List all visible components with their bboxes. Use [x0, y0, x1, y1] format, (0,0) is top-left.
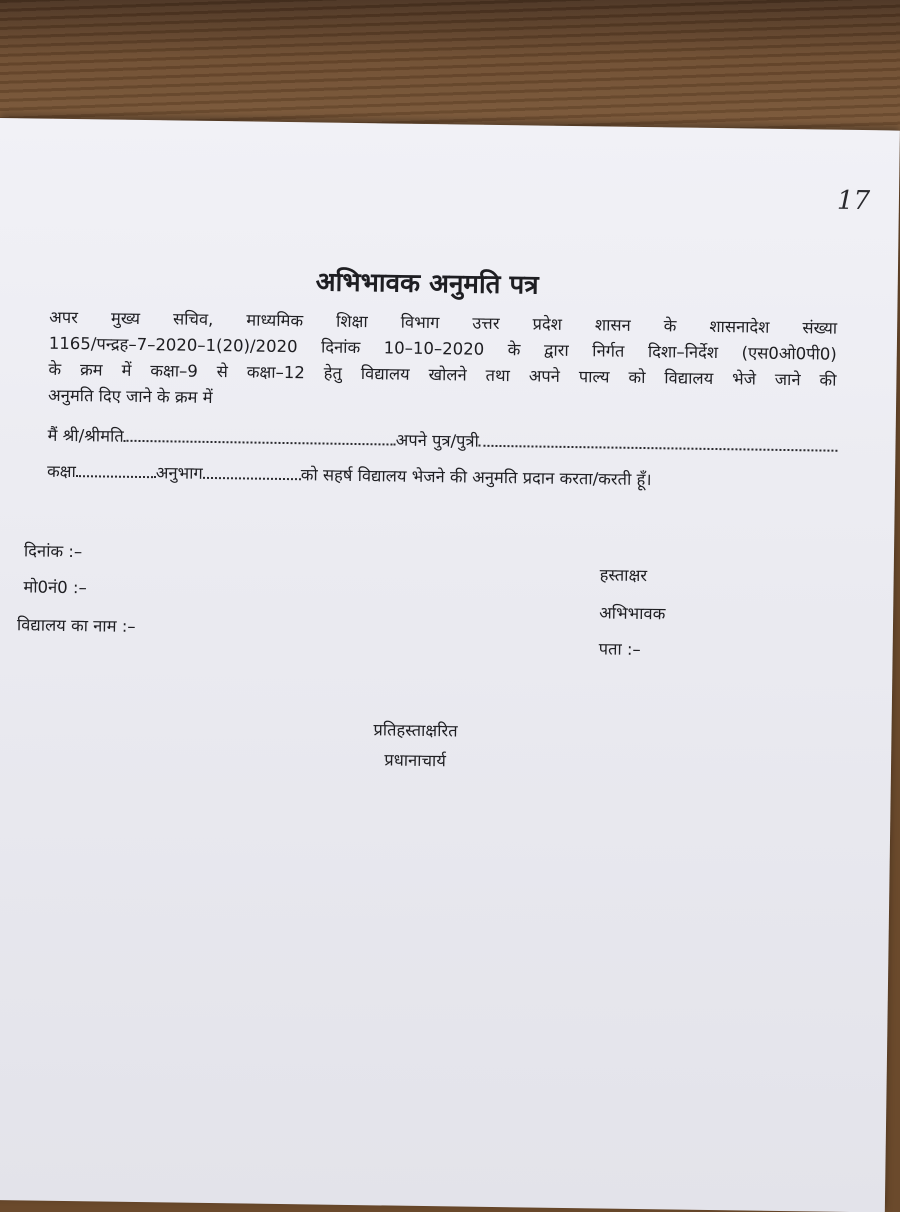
permission-letter-page	[0, 118, 900, 1212]
child-label: अपने पुत्र/पुत्री	[395, 430, 479, 451]
principal-label: प्रधानाचार्य	[384, 750, 446, 771]
signature-label: हस्ताक्षर	[599, 565, 648, 586]
guardian-label: अभिभावक	[599, 603, 666, 624]
document-title: अभिभावक अनुमति पत्र	[315, 267, 539, 301]
school-name-field-label: विद्यालय का नाम :–	[16, 615, 136, 636]
declaration-line-guardian	[47, 423, 837, 457]
paragraph-line: अपर मुख्य सचिव, माध्यमिक शिक्षा विभाग उत्तर प्रदेश शासन के शासनादेश संख्या	[49, 307, 838, 338]
address-field-label: पता :–	[598, 639, 641, 659]
mobile-field-label: मो0नं0 :–	[23, 577, 87, 598]
section-label: अनुभाग	[155, 463, 203, 483]
page-number: 17	[836, 185, 871, 217]
class-label: कक्षा	[46, 461, 76, 482]
wooden-desk-background	[0, 0, 900, 130]
guardian-name-label: मैं श्री/श्रीमति	[47, 425, 124, 446]
declaration-line-class	[47, 459, 837, 493]
intro-paragraph	[48, 305, 837, 420]
countersigned-label: प्रतिहस्ताक्षरित	[373, 720, 458, 741]
paragraph-line: के क्रम में कक्षा–9 से कक्षा–12 हेतु विद्यालय खोलने तथा अपने पाल्य को विद्यालय भेजे जाने की	[48, 359, 837, 390]
guardian-name-blank[interactable]	[124, 426, 396, 446]
class-blank[interactable]	[76, 461, 156, 478]
paragraph-line: 1165/पन्द्रह–7–2020–1(20)/2020 दिनांक 10–10–2020 के द्वारा निर्गत दिशा–निर्देश (एस0ओ0पी0)	[48, 333, 837, 364]
section-blank[interactable]	[203, 463, 301, 480]
date-field-label: दिनांक :–	[23, 541, 83, 562]
child-name-blank[interactable]	[479, 431, 838, 452]
paragraph-line: अनुमति दिए जाने के क्रम में	[48, 385, 213, 407]
consent-statement: को सहर्ष विद्यालय भेजने की अनुमति प्रदान करता/करती हूँ।	[300, 465, 652, 490]
